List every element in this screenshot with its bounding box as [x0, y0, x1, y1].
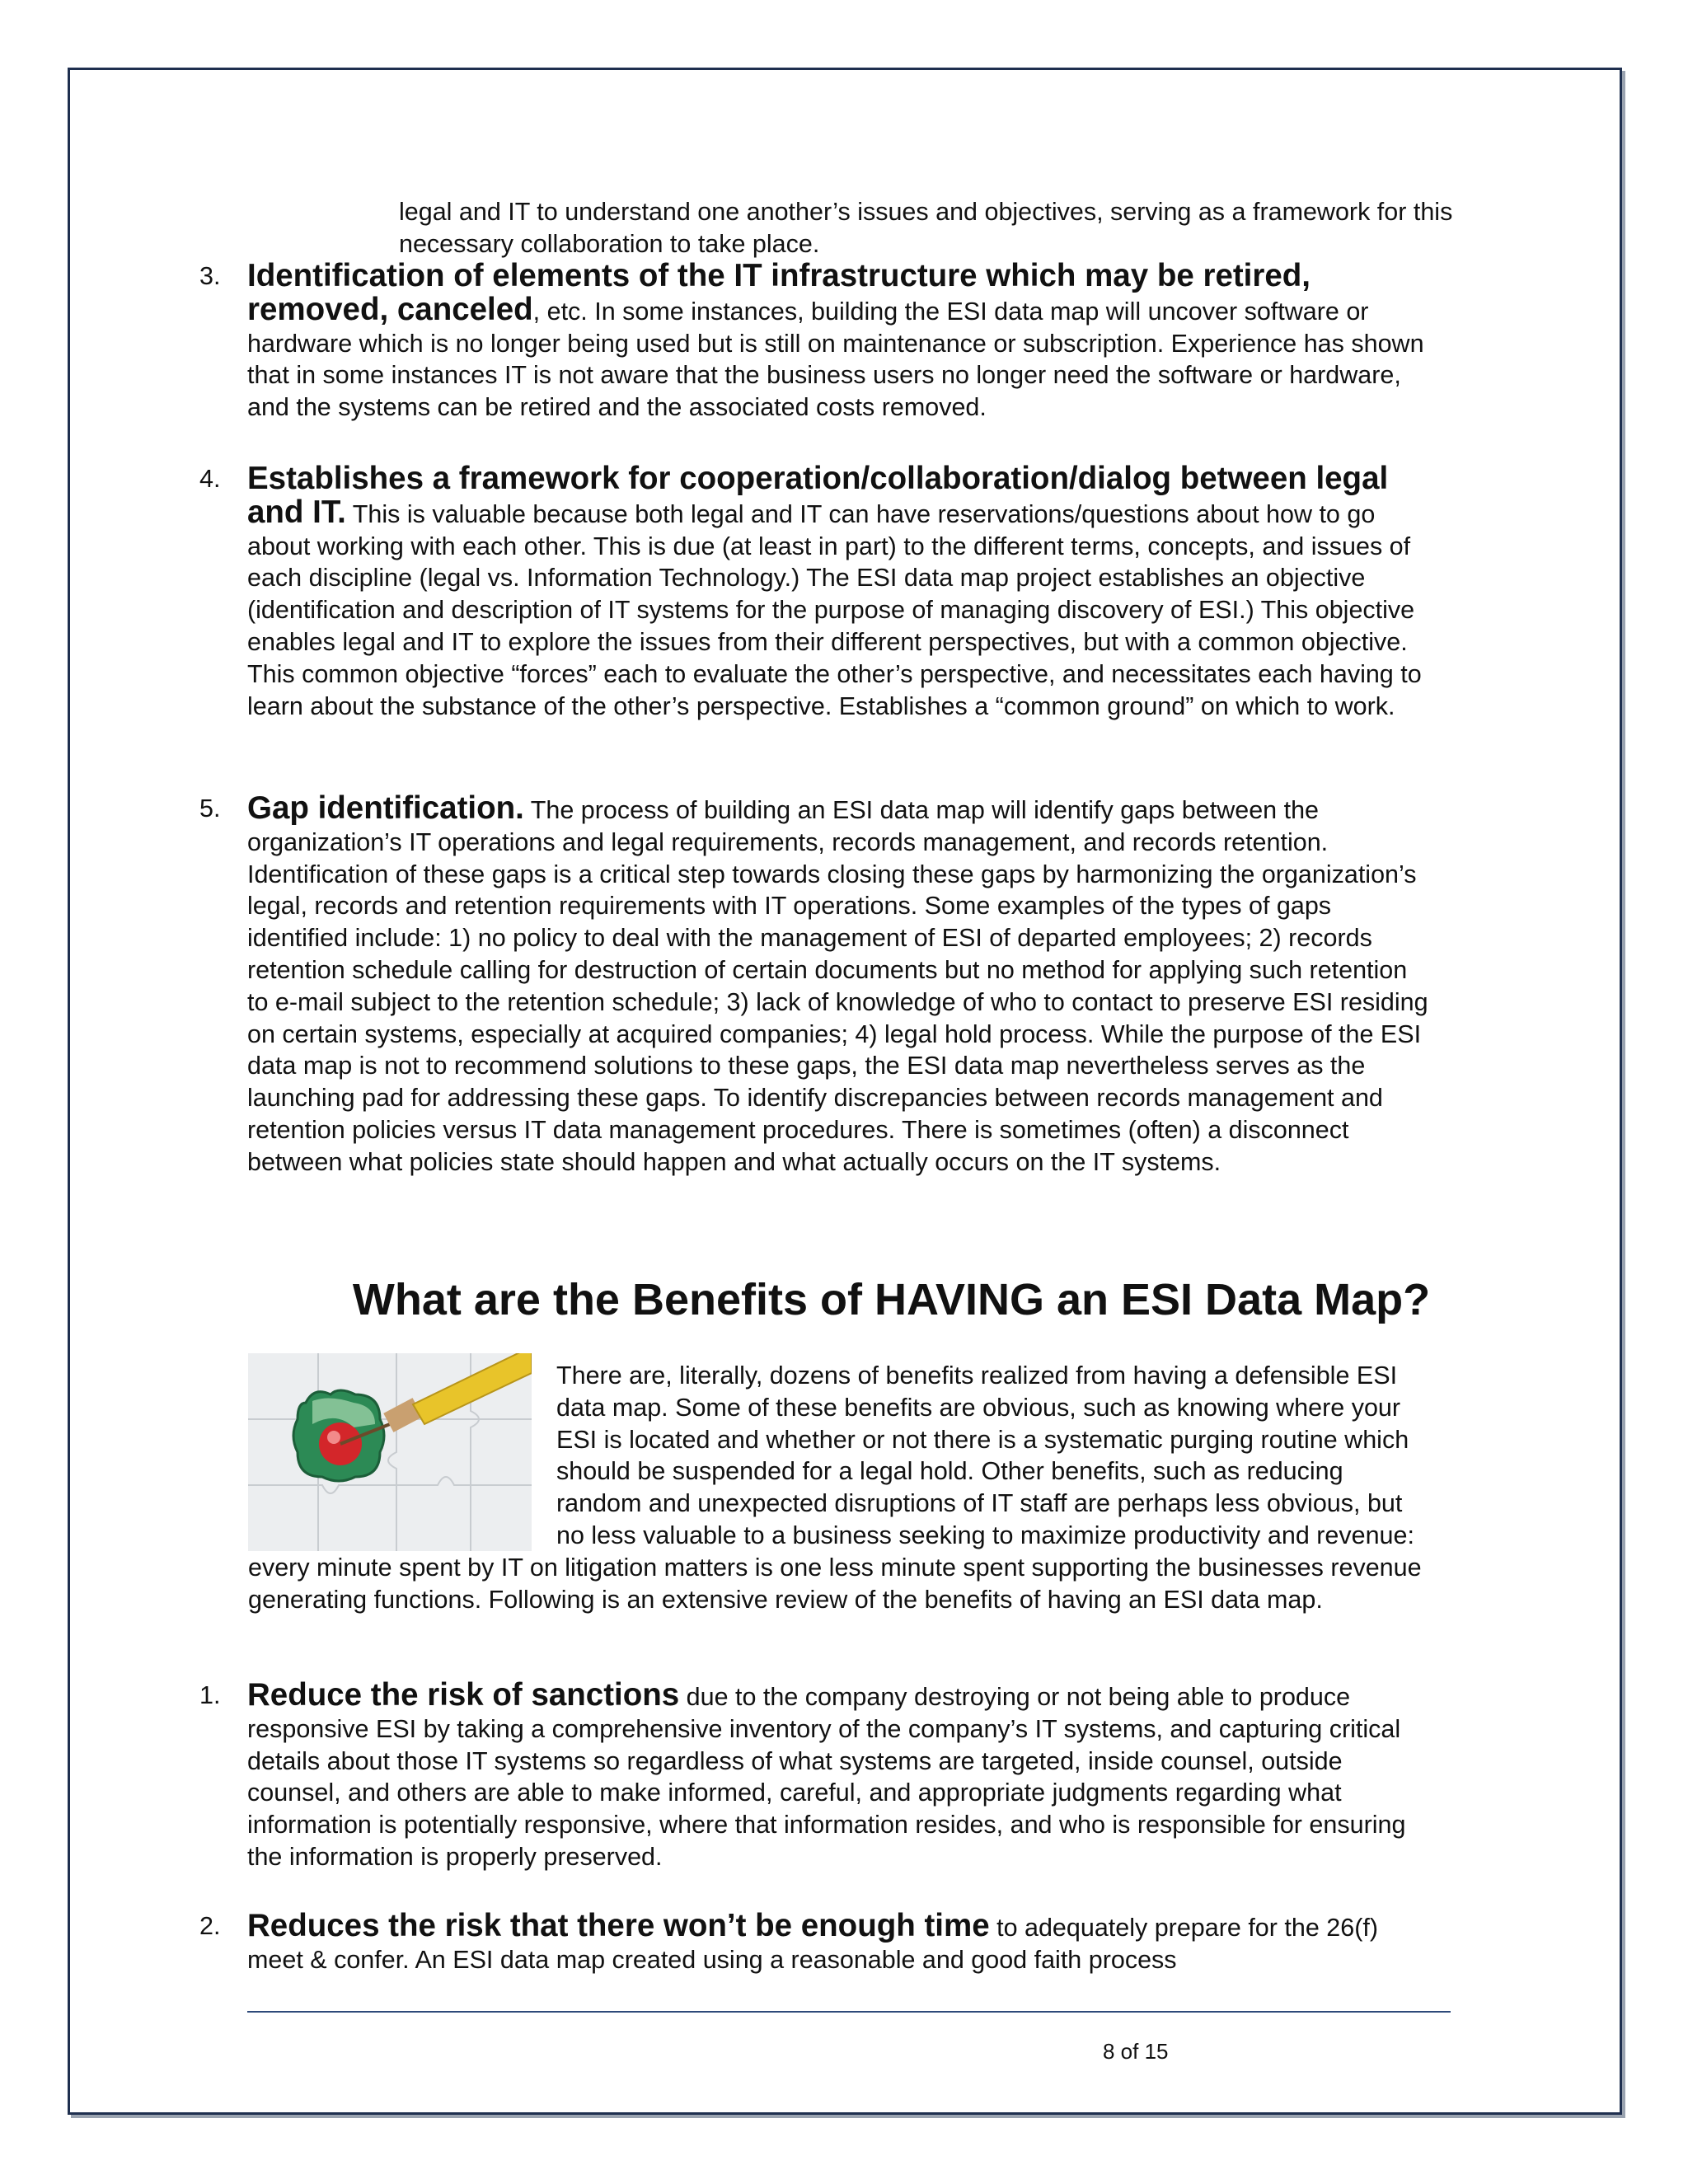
list-item-text: , etc. In some instances, building the ESI data map will uncover software or hardware which is no longer being used but is still on maintenance or subscription. Experience has shown that in some instances IT is not aware that the business users no longer need the software or hardware, and the systems can be retired and the associated costs removed.	[247, 297, 1424, 422]
intro-paragraph	[248, 1360, 1435, 1615]
list-number: 2.	[199, 1912, 221, 1940]
list-number: 4.	[199, 465, 221, 493]
list-item-text: The process of building an ESI data map will identify gaps between the organization’s IT operations and legal requirements, records management, and records retention. Identification of these gaps is a critical step towards closing these gaps by harmonizing the organization’s legal, records and retention requirements with IT operations. Some examples of the types of gaps identified include: 1) no policy to deal with the management of ESI of departed employees; 2) records retention schedule calling for destruction of certain documents but no method for applying such retention to e-mail subject to the retention schedule; 3) lack of knowledge of who to contact to preserve ESI residing on certain systems, especially at acquired companies; 4) legal hold process. While the purpose of the ESI data map is not to recommend solutions to these gaps, the ESI data map nevertheless serves as the launching pad for addressing these gaps. To identify discrepancies between records management and retention policies versus IT data management procedures. There is sometimes (often) a disconnect between what policies state should happen and what actually occurs on the IT systems.	[247, 796, 1428, 1176]
list-item-3	[199, 258, 1434, 424]
section-heading: What are the Benefits of HAVING an ESI Data Map?	[352, 1275, 1431, 1324]
list-number: 1.	[199, 1681, 221, 1709]
benefit-item-2	[199, 1908, 1434, 1976]
puzzle-image	[248, 1353, 532, 1551]
list-item-text: to adequately prepare for the 26(f) meet & confer. An ESI data map created using a reasonable and good faith process	[247, 1914, 1378, 1974]
list-item-text: due to the company destroying or not being able to produce responsive ESI by taking a comprehensive inventory of the company’s IT systems, and capturing critical details about those IT systems so regardless of what systems are targeted, inside counsel, outside counsel, and others are able to make informed, careful, and appropriate judgments regarding what information is potentially responsive, where that information resides, and who is responsible for ensuring the information is properly preserved.	[247, 1683, 1406, 1871]
list-item-title: Reduces the risk that there won’t be enough time	[247, 1908, 990, 1943]
list-item-title: Reduce the risk of sanctions	[247, 1677, 680, 1713]
benefit-item-1	[199, 1677, 1434, 1873]
list-item-title: Gap identification.	[247, 790, 524, 826]
list-item-text: This is valuable because both legal and IT can have reservations/questions about how to go about working with each other. This is due (at least in part) to the different terms, concepts, and issues of each discipline (legal vs. Information Technology.) The ESI data map project establishes an objective (identification and description of IT systems for the purpose of managing discovery of ESI.) This objective enables legal and IT to explore the issues from their different perspectives, but with a common objective. This common objective “forces” each to evaluate the other’s perspective, and necessitates each having to learn about the substance of the other’s perspective. Establishes a “common ground” on which to work.	[247, 499, 1422, 720]
list-item-title: Identification of elements of the IT infrastructure which may be retired, removed, canceled	[247, 258, 1311, 327]
footer-rule	[247, 2011, 1451, 2013]
list-item-4	[199, 461, 1434, 722]
list-number: 5.	[199, 794, 221, 823]
intro-text: There are, literally, dozens of benefits realized from having a defensible ESI data map. Some of these benefits are obvious, such as knowing where your ESI is located and whether or not there is a systematic purging routine which should be suspended for a legal hold. Other benefits, such as reducing random and unexpected disruptions of IT staff are perhaps less obvious, but no less valuable to a business seeking to maximize productivity and revenue: every minute spent by IT on litigation matters is one less minute spent supporting the businesses revenue generating functions. Following is an extensive review of the benefits of having an ESI data map.	[248, 1361, 1422, 1614]
page-number: 8 of 15	[1103, 2039, 1169, 2064]
continuation-paragraph: legal and IT to understand one another’s issues and objectives, serving as a framework for this necessary collaboration to take place.	[399, 198, 1453, 258]
list-item-5	[199, 790, 1434, 1179]
list-item-title: Establishes a framework for cooperation/collaboration/dialog between legal and IT.	[247, 461, 1389, 530]
list-number: 3.	[199, 262, 221, 290]
